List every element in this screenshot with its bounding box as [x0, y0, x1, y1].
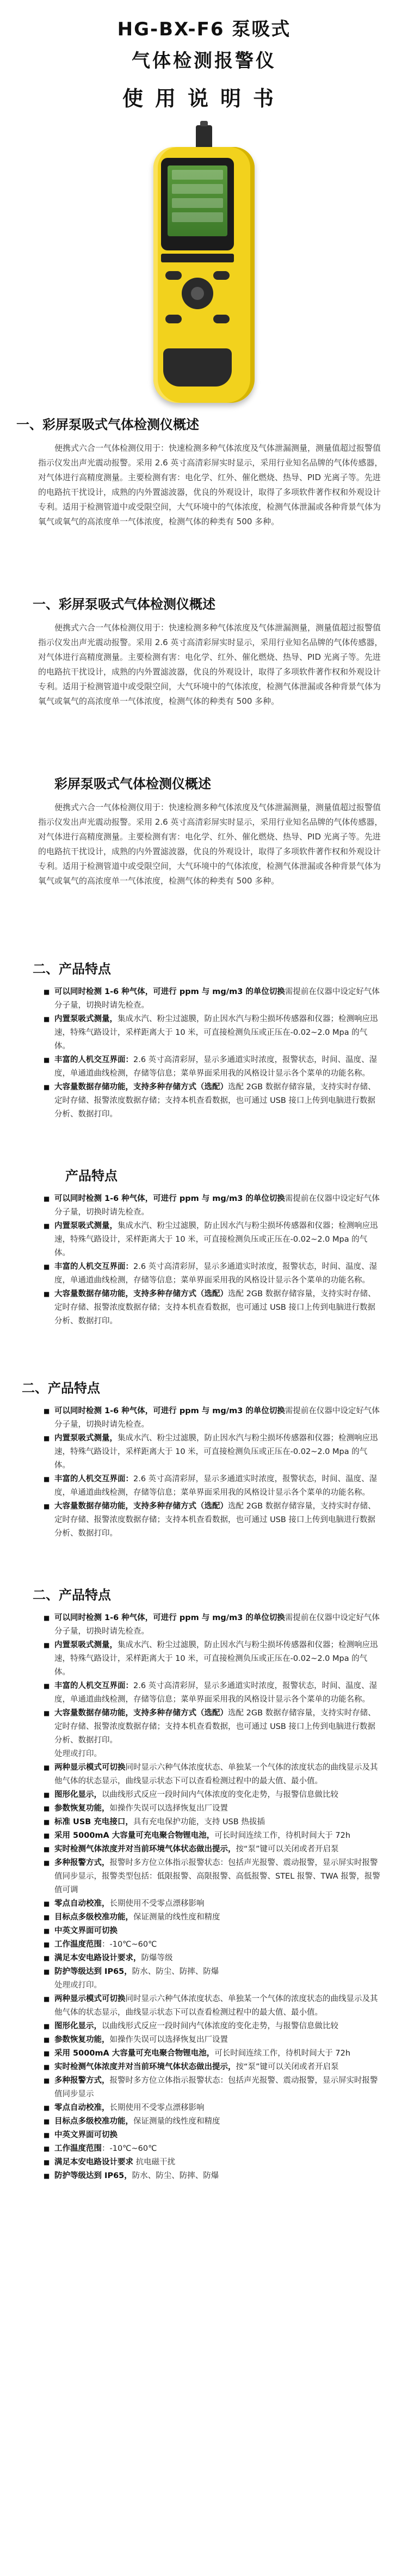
features-list-1 — [44, 985, 381, 1121]
overview-section-2 — [33, 593, 392, 612]
feature-item: ■ 中英文界面可切换 — [44, 1924, 381, 1938]
features-section-3 — [22, 1377, 392, 1396]
feature-item: ■ 多种报警方式，报警时多方位立体指示报警状态：包括声光报警、震动报警，显示屏实时报警值同步显示 — [44, 2074, 381, 2101]
overview-heading: 一、彩屏泵吸式气体检测仪概述 — [16, 417, 199, 432]
device-screen — [168, 165, 227, 236]
feature-item: ■ 两种显示模式可切换同时显示六种气体浓度状态、单独某一个气体的浓度状态的曲线显示及其他气体的状态显示，曲线显示状态下可以查看检测过程中的最大值、最小值。 — [44, 1761, 381, 1788]
device-screen-bezel — [161, 158, 234, 250]
feature-item: ■ 可以同时检测 1-6 种气体，可进行 ppm 与 mg/m3 的单位切换需提前在仪器中设定好气体分子量，切换时请先检查。 — [44, 1192, 381, 1219]
feature-item: ■ 可以同时检测 1-6 种气体，可进行 ppm 与 mg/m3 的单位切换需提前在仪器中设定好气体分子量，切换时请先检查。 — [44, 1404, 381, 1432]
features-heading: 二、产品特点 — [33, 961, 111, 977]
feature-item: ■ 多种报警方式，报警时多方位立体指示报警状态：包括声光报警、震动报警，显示屏实时报警值同步显示，报警类型包括：低限报警、高限报警、高低报警、STEL 报警、TWA 报警，报警值可调 — [44, 1856, 381, 1897]
gas-detector-image — [147, 125, 261, 408]
feature-item: ■ 中英文界面可切换 — [44, 2129, 381, 2142]
feature-item: ■ 可以同时检测 1-6 种气体，可进行 ppm 与 mg/m3 的单位切换需提前在仪器中设定好气体分子量，切换时请先检查。 — [44, 985, 381, 1013]
feature-item: ■ 工作温度范围：-10℃~60℃ — [44, 1938, 381, 1952]
features-heading: 二、产品特点 — [22, 1381, 100, 1396]
dpad-icon — [182, 278, 213, 309]
overview-paragraph: 便携式六合一气体检测仪用于：快速检测多种气体浓度及气体泄漏测量，测量值超过报警值指示仪发出声光震动报警。采用 2.6 英寸高清彩屏实时显示，采用行业知名品牌的气体传感器，对气体进行高精度测量。主要检测有害：电化学、红外、催化燃烧、热导、PID 光离子等。先进的电路抗干扰设计，成熟的内外置滤波器，优良的外观设计，取得了多项软件著作权和外观设计专利。适用于检测管道中或受限空间，大气环境中的气体浓度，检测气体泄漏或各种背景气体为氧气或氧气的高浓度单一气体浓度，检测气体的种类有 500 多种。 — [38, 802, 383, 886]
overview-heading: 彩屏泵吸式气体检测仪概述 — [54, 776, 211, 792]
manual-title: 使用说明书 — [122, 87, 286, 111]
feature-item: ■ 零点自动校准，长期使用不受零点漂移影响 — [44, 1897, 381, 1911]
device-brand-strip — [161, 254, 234, 262]
feature-item: ■ 实时检测气体浓度并对当前环境气体状态做出提示，按“泵”键可以关闭或者开启泵 — [44, 1843, 381, 1856]
feature-item: ■ 丰富的人机交互界面：2.6 英寸高清彩屏，显示多通道实时浓度，报警状态，时间、温度、湿度，单通道曲线检测，存储等信息；菜单界面采用我的风格设计显示各个菜单的功能名称。 — [44, 1473, 381, 1500]
features-list-2 — [44, 1192, 381, 1328]
features-heading: 二、产品特点 — [33, 1587, 111, 1603]
feature-item: ■ 内置泵吸式测量，集成水汽、粉尘过滤膜，防止因水汽与粉尘损坏传感器和仪器；检测响应迅速，特殊气路设计，采样距离大于 10 米，可直接检测负压或正压在-0.02~2.0 Mpa 的气体。 — [44, 1639, 381, 1679]
processing-note: 处理或打印。 — [54, 1981, 102, 1990]
feature-item: ■ 目标点多级校准功能，保证测量的线性度和精度 — [44, 1911, 381, 1924]
feature-item: ■ 参数恢复功能，如操作失误可以选择恢复出厂设置 — [44, 1802, 381, 1816]
overview-body-2 — [38, 621, 386, 709]
model-title: HG-BX-F6 泵吸式 — [117, 19, 291, 40]
features-list-3 — [44, 1404, 381, 1541]
product-title: 气体检测报警仪 — [132, 50, 276, 72]
features-list-4 — [44, 1611, 381, 2183]
feature-item: ■ 工作温度范围：-10℃~60℃ — [44, 2142, 381, 2156]
features-section-1 — [33, 958, 392, 977]
feature-item: ■ 采用 5000mA 大容量可充电聚合物锂电池，可长时间连续工作，待机时间大于 72h — [44, 2047, 381, 2060]
overview-paragraph: 便携式六合一气体检测仪用于：快速检测多种气体浓度及气体泄漏测量，测量值超过报警值指示仪发出声光震动报警。采用 2.6 英寸高清彩屏实时显示，采用行业知名品牌的气体传感器，对气体进行高精度测量。主要检测有害：电化学、红外、催化燃烧、热导、PID 光离子等。先进的电路抗干扰设计，成熟的内外置滤波器，优良的外观设计，取得了多项软件著作权和外观设计专利。适用于检测管道中或受限空间，大气环境中的气体浓度，检测气体泄漏或各种背景气体为氧气或氧气的高浓度单一气体浓度，检测气体的种类有 500 多种。 — [38, 443, 383, 526]
feature-item: ■ 丰富的人机交互界面：2.6 英寸高清彩屏，显示多通道实时浓度，报警状态，时间、温度、湿度，单通道曲线检测，存储等信息；菜单界面采用我的风格设计显示各个菜单的功能名称。 — [44, 1053, 381, 1081]
feature-item: ■ 图形化显示，以曲线形式反应一段时间内气体浓度的变化走势，与报警信息做比较 — [44, 1788, 381, 1802]
feature-item: ■ 目标点多级校准功能，保证测量的线性度和精度 — [44, 2115, 381, 2129]
feature-item: ■ 两种显示模式可切换同时显示六种气体浓度状态、单独某一个气体的浓度状态的曲线显示及其他气体的状态显示，曲线显示状态下可以查看检测过程中的最大值、最小值。 — [44, 1992, 381, 2020]
feature-item: ■ 零点自动校准，长期使用不受零点漂移影响 — [44, 2101, 381, 2115]
feature-item: ■ 大容量数据存储功能，支持多种存储方式（选配）选配 2GB 数据存储容量，支持实时存储、定时存储、报警浓度数据存储；支持本机查看数据，也可通过 USB 接口上传到电脑进行数据分析、数据打印。 — [44, 1287, 381, 1328]
processing-note: 处理或打印。 — [54, 1750, 102, 1758]
feature-item: ■ 可以同时检测 1-6 种气体，可进行 ppm 与 mg/m3 的单位切换需提前在仪器中设定好气体分子量，切换时请先检查。 — [44, 1611, 381, 1639]
device-grip — [163, 348, 232, 387]
feature-item: ■ 大容量数据存储功能，支持多种存储方式（选配）选配 2GB 数据存储容量，支持实时存储、定时存储、报警浓度数据存储；支持本机查看数据，也可通过 USB 接口上传到电脑进行数据分析、数据打印。 — [44, 1081, 381, 1121]
feature-item: ■ 参数恢复功能，如操作失误可以选择恢复出厂设置 — [44, 2033, 381, 2047]
overview-body-1 — [38, 441, 386, 529]
overview-heading: 一、彩屏泵吸式气体检测仪概述 — [33, 597, 215, 612]
device-keypad — [163, 269, 232, 340]
feature-item: ■ 丰富的人机交互界面：2.6 英寸高清彩屏，显示多通道实时浓度，报警状态，时间、温度、湿度，单通道曲线检测，存储等信息；菜单界面采用我的风格设计显示各个菜单的功能名称。 — [44, 1679, 381, 1707]
feature-item: ■ 采用 5000mA 大容量可充电聚合物锂电池，可长时间连续工作，待机时间大于 72h — [44, 1829, 381, 1843]
feature-item: ■ 内置泵吸式测量，集成水汽、粉尘过滤膜，防止因水汽与粉尘损坏传感器和仪器；检测响应迅速，特殊气路设计，采样距离大于 10 米，可直接检测负压或正压在-0.02~2.0 Mpa 的气体。 — [44, 1013, 381, 1053]
feature-item: ■ 标准 USB 充电接口，具有充电保护功能，支持 USB 热拔插 — [44, 1816, 381, 1829]
feature-item: ■ 内置泵吸式测量，集成水汽、粉尘过滤膜，防止因水汽与粉尘损坏传感器和仪器；检测响应迅速，特殊气路设计，采样距离大于 10 米，可直接检测负压或正压在-0.02~2.0 Mpa 的气体。 — [44, 1219, 381, 1260]
overview-section-1 — [16, 414, 392, 433]
feature-item: ■ 满足本安电路设计要求 抗电磁干扰 — [44, 2156, 381, 2169]
features-section-2 — [65, 1165, 370, 1184]
feature-item: ■ 丰富的人机交互界面：2.6 英寸高清彩屏，显示多通道实时浓度，报警状态，时间、温度、湿度，单通道曲线检测，存储等信息；菜单界面采用我的风格设计显示各个菜单的功能名称。 — [44, 1260, 381, 1287]
features-section-4 — [33, 1584, 392, 1603]
overview-paragraph: 便携式六合一气体检测仪用于：快速检测多种气体浓度及气体泄漏测量，测量值超过报警值指示仪发出声光震动报警。采用 2.6 英寸高清彩屏实时显示，采用行业知名品牌的气体传感器，对气体进行高精度测量。主要检测有害：电化学、红外、催化燃烧、热导、PID 光离子等。先进的电路抗干扰设计，成熟的内外置滤波器，优良的外观设计，取得了多项软件著作权和外观设计专利。适用于检测管道中或受限空间，大气环境中的气体浓度，检测气体泄漏或各种背景气体为氧气或氧气的高浓度单一气体浓度，检测气体的种类有 500 多种。 — [38, 623, 383, 706]
feature-item: ■ 防护等级达到 IP65，防水、防尘、防摔、防爆 — [44, 2169, 381, 2183]
features-heading: 产品特点 — [65, 1168, 118, 1183]
feature-item: ■ 实时检测气体浓度并对当前环境气体状态做出提示，按“泵”键可以关闭或者开启泵 — [44, 2060, 381, 2074]
feature-item: ■ 图形化显示，以曲线形式反应一段时间内气体浓度的变化走势，与报警信息做比较 — [44, 2020, 381, 2033]
feature-item: ■ 内置泵吸式测量，集成水汽、粉尘过滤膜，防止因水汽与粉尘损坏传感器和仪器；检测响应迅速，特殊气路设计，采样距离大于 10 米，可直接检测负压或正压在-0.02~2.0 Mpa 的气体。 — [44, 1432, 381, 1473]
feature-item: ■ 大容量数据存储功能，支持多种存储方式（选配）选配 2GB 数据存储容量，支持实时存储、定时存储、报警浓度数据存储；支持本机查看数据，也可通过 USB 接口上传到电脑进行数据分析、数据打印。 — [44, 1707, 381, 1747]
overview-section-3 — [54, 773, 381, 792]
feature-item: ■ 防护等级达到 IP65，防水、防尘、防摔、防爆 — [44, 1965, 381, 1979]
overview-body-3 — [38, 800, 386, 888]
feature-item: ■ 满足本安电路设计要求，防爆等级 — [44, 1952, 381, 1965]
feature-item: ■ 大容量数据存储功能，支持多种存储方式（选配）选配 2GB 数据存储容量，支持实时存储、定时存储、报警浓度数据存储；支持本机查看数据，也可通过 USB 接口上传到电脑进行数据分析、数据打印。 — [44, 1500, 381, 1541]
